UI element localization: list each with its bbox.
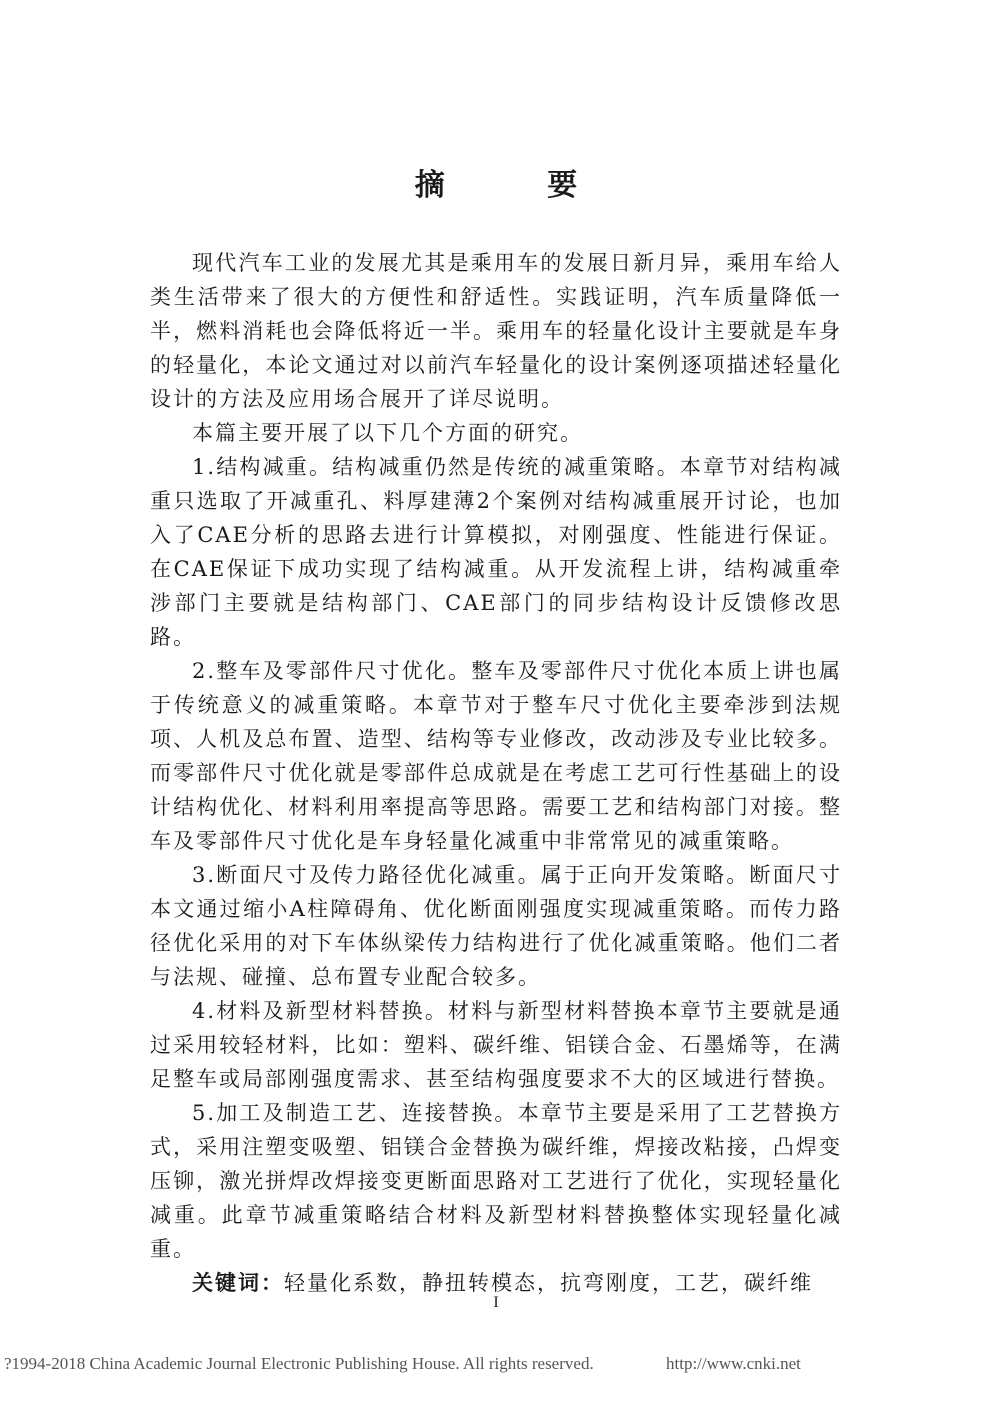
abstract-paragraph-process: 5.加工及制造工艺、连接替换。本章节主要是采用了工艺替换方式，采用注塑变吸塑、铝镁合金替换为碳纤维，焊接改粘接，凸焊变压铆，激光拼焊改焊接变更断面思路对工艺进行了优化，实现轻量化减重。此章节减重策略结合材料及新型材料替换整体实现轻量化减重。: [150, 1101, 842, 1261]
abstract-paragraph-structure: 1.结构减重。结构减重仍然是传统的减重策略。本章节对结构减重只选取了开减重孔、料厚建薄2个案例对结构减重展开讨论，也加入了CAE分析的思路去进行计算模拟，对刚强度、性能进行保证。在CAE保证下成功实现了结构减重。从开发流程上讲，结构减重牵涉部门主要就是结构部门、CAE部门的同步结构设计反馈修改思路。: [150, 455, 842, 649]
abstract-body: [150, 246, 842, 1300]
abstract-paragraph-section: 3.断面尺寸及传力路径优化减重。属于正向开发策略。断面尺寸本文通过缩小A柱障碍角、优化断面刚强度实现减重策略。而传力路径优化采用的对下车体纵梁传力结构进行了优化减重策略。他们二者与法规、碰撞、总布置专业配合较多。: [150, 863, 842, 989]
keywords-label: 关键词：: [192, 1271, 284, 1295]
footer-copyright: ?1994-2018 China Academic Journal Electronic Publishing House. All rights reserved.: [4, 1354, 594, 1373]
abstract-paragraph-overview: 本篇主要开展了以下几个方面的研究。: [192, 421, 583, 445]
footer-url[interactable]: http://www.cnki.net: [666, 1354, 801, 1373]
keywords-text: 轻量化系数，静扭转模态，抗弯刚度，工艺，碳纤维: [284, 1271, 813, 1295]
page-number: I: [493, 1294, 499, 1311]
abstract-paragraph-material: 4.材料及新型材料替换。材料与新型材料替换本章节主要就是通过采用较轻材料，比如：塑料、碳纤维、铝镁合金、石墨烯等，在满足整车或局部刚强度需求、甚至结构强度要求不大的区域进行替换。: [150, 999, 842, 1091]
abstract-paragraph-dimension: 2.整车及零部件尺寸优化。整车及零部件尺寸优化本质上讲也属于传统意义的减重策略。本章节对于整车尺寸优化主要牵涉到法规项、人机及总布置、造型、结构等专业修改，改动涉及专业比较多。而零部件尺寸优化就是零部件总成就是在考虑工艺可行性基础上的设计结构优化、材料利用率提高等思路。需要工艺和结构部门对接。整车及零部件尺寸优化是车身轻量化减重中非常常见的减重策略。: [150, 659, 842, 853]
page-title: 摘 要: [414, 168, 624, 203]
abstract-paragraph-intro: 现代汽车工业的发展尤其是乘用车的发展日新月异，乘用车给人类生活带来了很大的方便性和舒适性。实践证明，汽车质量降低一半，燃料消耗也会降低将近一半。乘用车的轻量化设计主要就是车身的轻量化，本论文通过对以前汽车轻量化的设计案例逐项描述轻量化设计的方法及应用场合展开了详尽说明。: [150, 251, 842, 411]
